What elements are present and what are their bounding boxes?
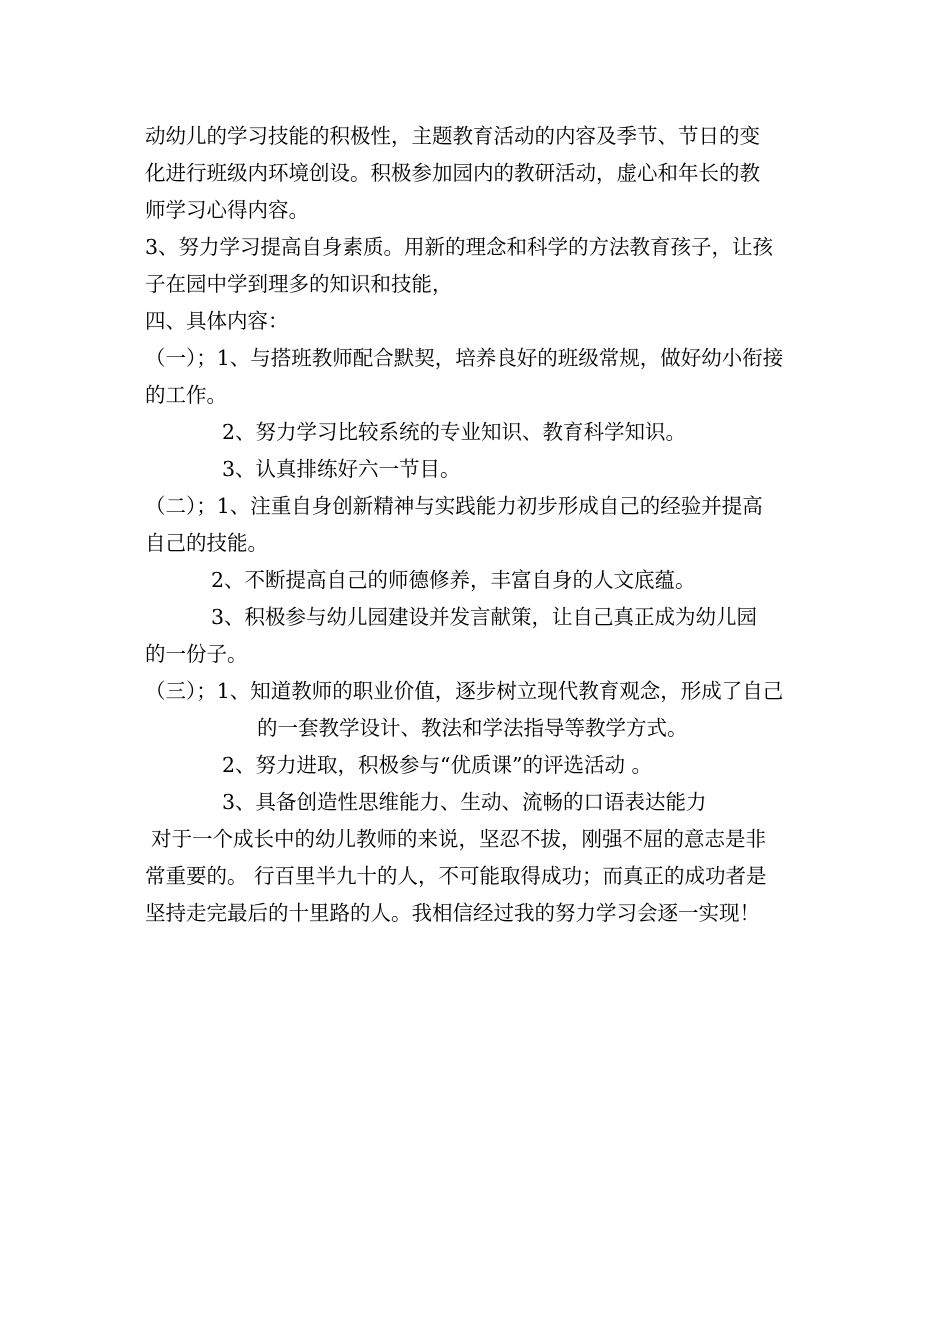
text-line-13: 2、不断提高自己的师德修养，丰富自身的人文底蕴。: [211, 568, 696, 592]
text-line-19: 3、具备创造性思维能力、生动、流畅的口语表达能力: [222, 790, 707, 814]
text-line-17: 的一套教学设计、教法和学法指导等教学方式。: [257, 716, 688, 740]
text-line-12: 自己的技能。: [145, 531, 268, 555]
text-line-4: 3、努力学习提高自身素质。用新的理念和科学的方法教育孩子，让孩: [145, 235, 774, 259]
text-line-20: 对于一个成长中的幼儿教师的来说，坚忍不拔，刚强不屈的意志是非: [151, 827, 766, 851]
section-heading: 四、具体内容：: [145, 309, 289, 333]
text-line-10: 3、认真排练好六一节目。: [222, 457, 461, 481]
text-line-5: 子在园中学到理多的知识和技能，: [145, 272, 453, 296]
text-line-18: 2、努力进取，积极参与“优质课”的评选活动 。: [222, 753, 653, 777]
text-line-15: 的一份子。: [145, 642, 248, 666]
text-line-14: 3、积极参与幼儿园建设并发言献策，让自己真正成为幼儿园: [211, 605, 758, 629]
text-line-21: 常重要的。 行百里半九十的人，不可能取得成功；而真正的成功者是: [145, 864, 767, 888]
text-line-3: 师学习心得内容。: [145, 198, 309, 222]
text-line-1: 动幼儿的学习技能的积极性，主题教育活动的内容及季节、节日的变: [145, 124, 760, 148]
text-line-11: （二）；1、注重自身创新精神与实践能力初步形成自己的经验并提高: [145, 494, 763, 518]
document-body: [145, 118, 810, 932]
text-line-16: （三）；1、知道教师的职业价值，逐步树立现代教育观念，形成了自己: [145, 679, 784, 703]
text-line-7: （一）；1、与搭班教师配合默契，培养良好的班级常规，做好幼小衔接: [145, 346, 784, 370]
text-line-9: 2、努力学习比较系统的专业知识、教育科学知识。: [222, 420, 687, 444]
text-line-8: 的工作。: [145, 383, 227, 407]
text-line-2: 化进行班级内环境创设。积极参加园内的教研活动，虚心和年长的教: [145, 161, 760, 185]
text-line-22: 坚持走完最后的十里路的人。我相信经过我的努力学习会逐一实现！: [145, 901, 760, 925]
